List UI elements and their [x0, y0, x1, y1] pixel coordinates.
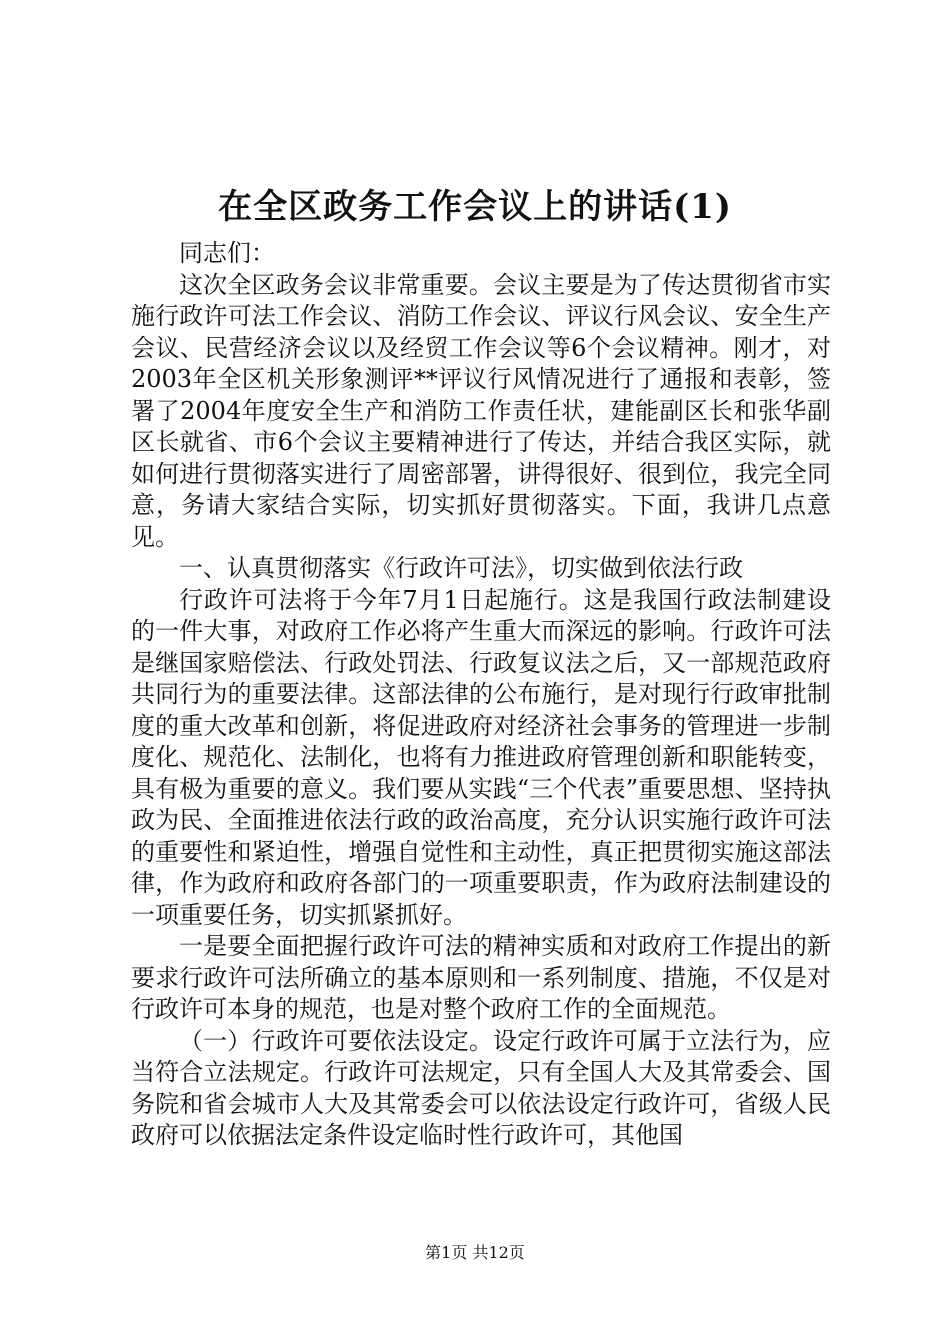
body-paragraph: 行政许可法将于今年7月1日起施行。这是我国行政法制建设的一件大事，对政府工作必将产生重大而深远的影响。行政许可法是继国家赔偿法、行政处罚法、行政复议法之后，又一部规范政府共同行为的重要法律。这部法律的公布施行，是对现行行政审批制度的重大改革和创新，将促进政府对经济社会事务的管理进一步制度化、规范化、法制化，也将有力推进政府管理创新和职能转变，具有极为重要的意义。我们要从实践“三个代表”重要思想、坚持执政为民、全面推进依法行政的政治高度，充分认识实施行政许可法的重要性和紧迫性，增强自觉性和主动性，真正把贯彻实施这部法律，作为政府和政府各部门的一项重要职责，作为政府法制建设的一项重要任务，切实抓紧抓好。	[131, 585, 831, 929]
document-body	[131, 238, 831, 1152]
section-heading: 一、认真贯彻落实《行政许可法》，切实做到依法行政	[179, 554, 743, 582]
document-title: 在全区政务工作会议上的讲话(1)	[218, 187, 732, 227]
body-paragraph: 一是要全面把握行政许可法的精神实质和对政府工作提出的新要求行政许可法所确立的基本原则和一系列制度、措施，不仅是对行政许可本身的规范，也是对整个政府工作的全面规范。	[131, 932, 831, 1023]
intro-paragraph: 这次全区政务会议非常重要。会议主要是为了传达贯彻省市实施行政许可法工作会议、消防工作会议、评议行风会议、安全生产会议、民营经济会议以及经贸工作会议等6个会议精神。刚才，对2003年全区机关形象测评**评议行风情况进行了通报和表彰，签署了2004年度安全生产和消防工作责任状，建能副区长和张华副区长就省、市6个会议主要精神进行了传达，并结合我区实际，就如何进行贯彻落实进行了周密部署，讲得很好、很到位，我完全同意，务请大家结合实际，切实抓好贯彻落实。下面，我讲几点意见。	[131, 270, 831, 551]
body-paragraph: （一）行政许可要依法设定。设定行政许可属于立法行为，应当符合立法规定。行政许可法规定，只有全国人大及其常委会、国务院和省会城市人大及其常委会可以依法设定行政许可，省级人民政府可以依据法定条件设定临时性行政许可，其他国	[131, 1026, 831, 1149]
page-number-footer: 第1页 共12页	[425, 1243, 525, 1262]
salutation-paragraph: 同志们：	[179, 239, 275, 267]
